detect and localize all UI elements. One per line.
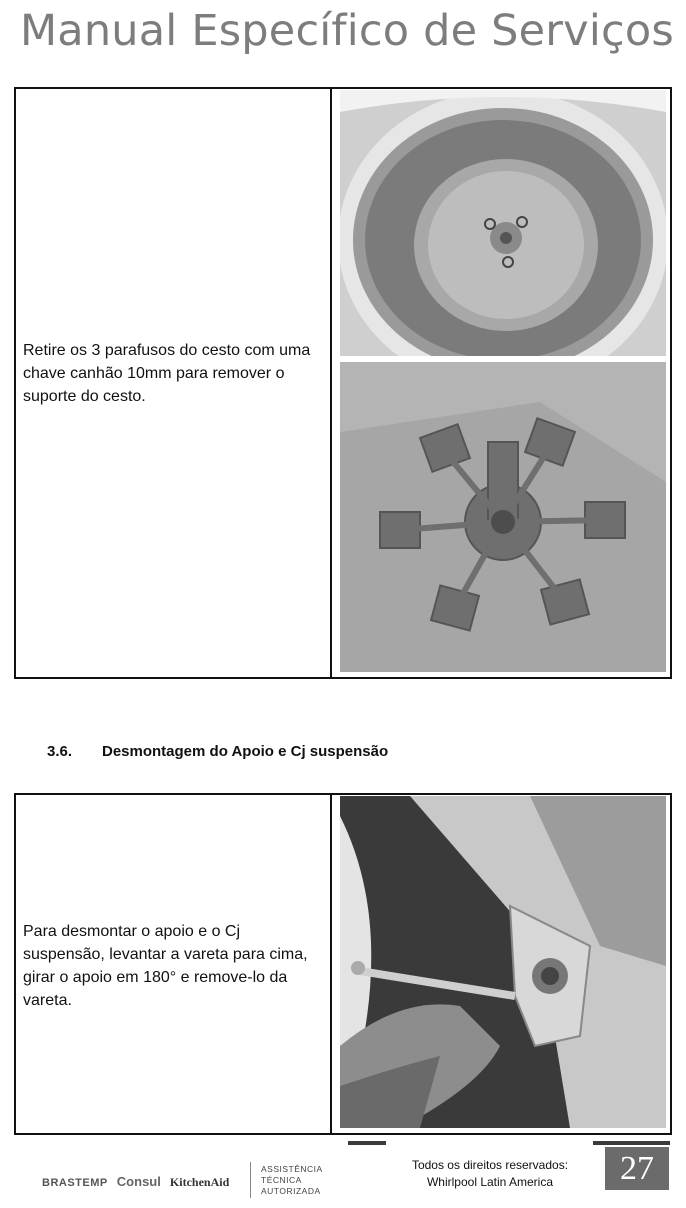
page-number: 27 <box>605 1147 669 1190</box>
rights-line-1: Todos os direitos reservados: <box>411 1158 569 1172</box>
column-divider <box>330 89 332 677</box>
brand-consul: Consul <box>116 1174 161 1189</box>
footer-bar-right <box>593 1141 670 1145</box>
assist-line-1: ASSISTÊNCIA <box>261 1164 323 1174</box>
assist-line-2: TÉCNICA <box>261 1175 302 1185</box>
step-text-suspension: Para desmontar o apoio e o Cj suspensão, levantar a vareta para cima, girar o apoio em 180° e remove-lo da vareta. <box>23 923 308 1009</box>
photo-suspension-removal <box>340 796 666 1128</box>
section-title: Desmontagem do Apoio e Cj suspensão <box>102 743 389 760</box>
brand-kitchenaid: KitchenAid <box>169 1175 230 1189</box>
section-heading <box>47 743 388 760</box>
brand-logos <box>42 1174 235 1190</box>
photo-basket-support <box>340 362 666 672</box>
step-text-basket: Retire os 3 parafusos do cesto com uma chave canhão 10mm para remover o suporte do cesto. <box>23 342 311 405</box>
brand-brastemp: BRASTEMP <box>42 1177 108 1189</box>
section-number: 3.6. <box>47 743 73 760</box>
photo-basket-interior <box>340 90 666 356</box>
assistance-label <box>261 1164 323 1197</box>
rights-line-2: Whirlpool Latin America <box>426 1175 554 1189</box>
copyright-notice <box>392 1157 588 1191</box>
footer-bar-left <box>348 1141 386 1145</box>
page-title: Manual Específico de Serviços <box>20 6 674 56</box>
assist-line-3: AUTORIZADA <box>261 1186 321 1196</box>
column-divider <box>330 795 332 1133</box>
brand-separator <box>250 1162 251 1198</box>
